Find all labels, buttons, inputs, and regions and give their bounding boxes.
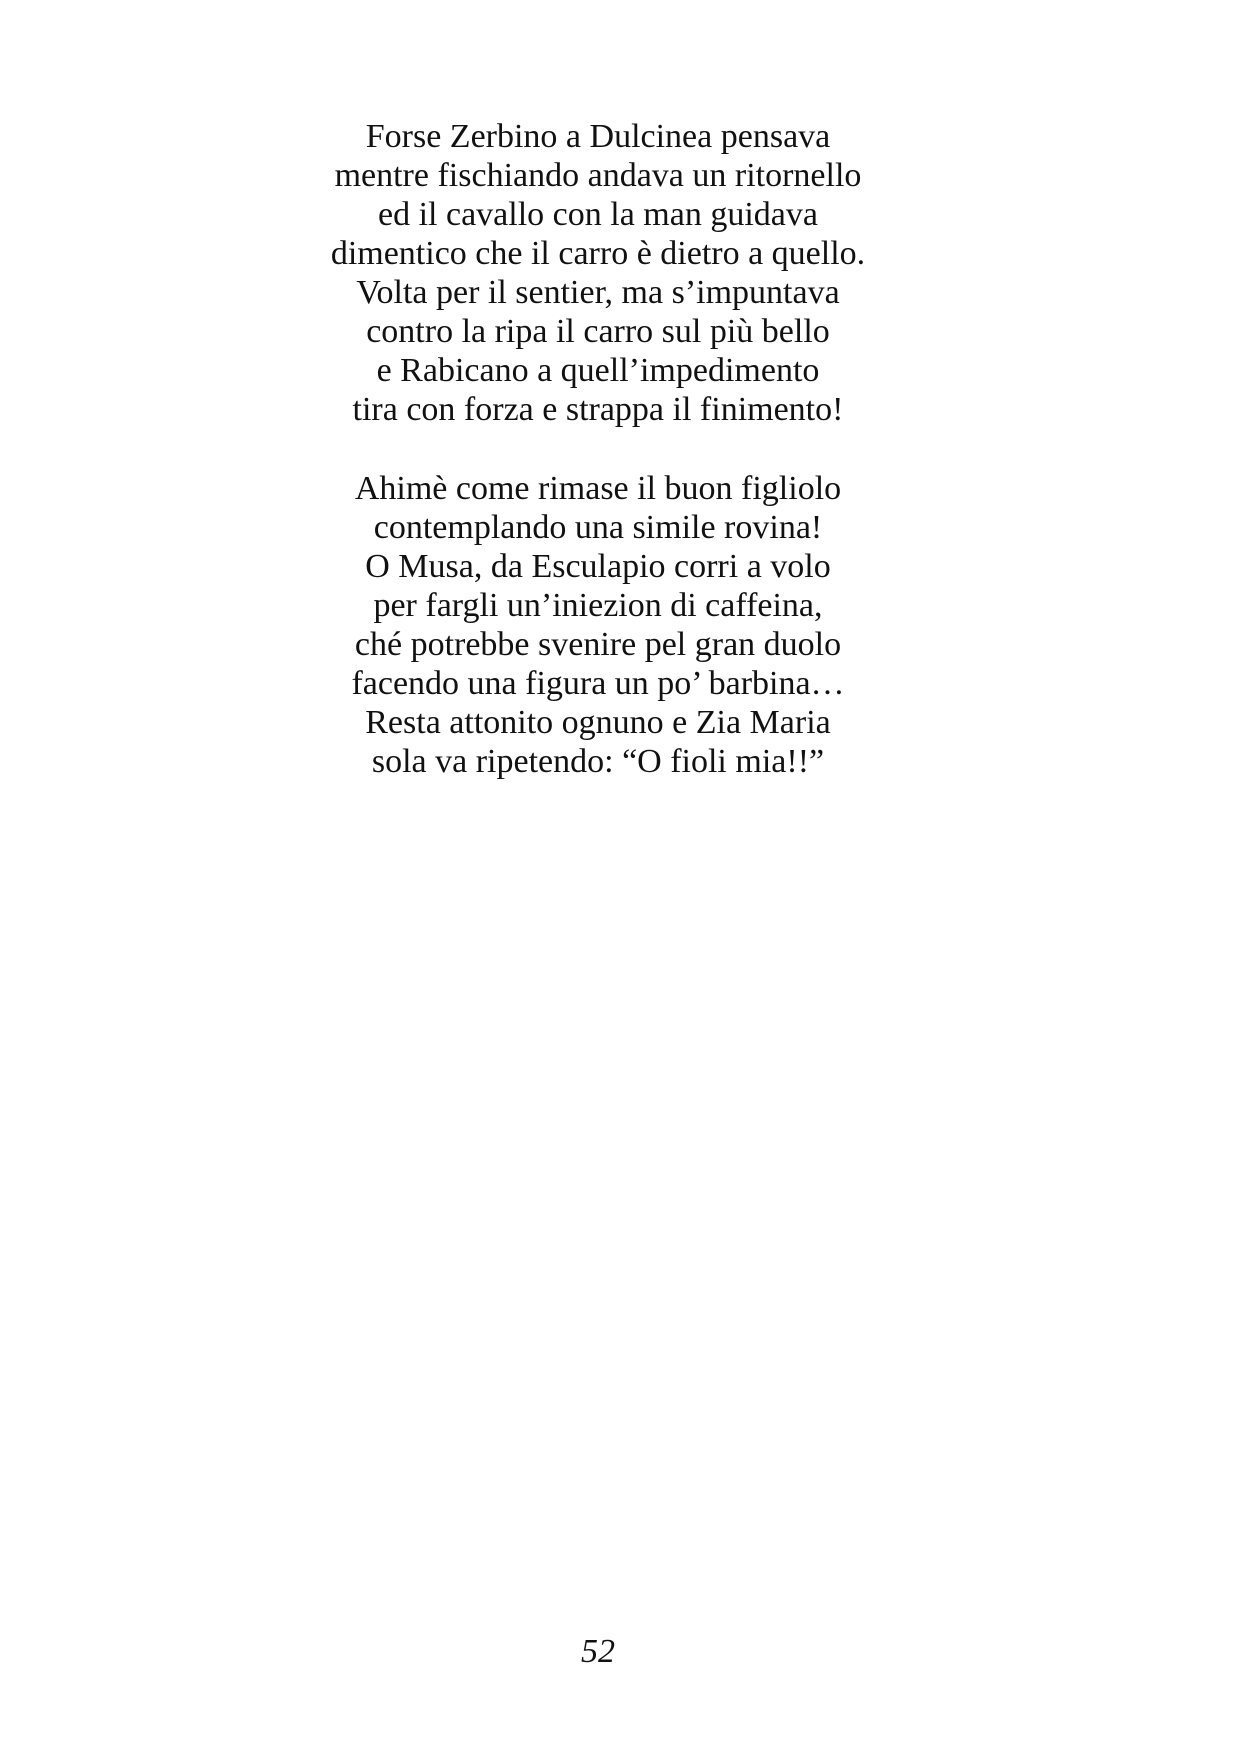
poem-line: facendo una figura un po’ barbina… — [351, 665, 845, 702]
stanza-2 — [0, 469, 1196, 781]
poem-line: dimentico che il carro è dietro a quello. — [330, 235, 866, 272]
poem — [0, 117, 1196, 781]
page-number: 52 — [581, 1633, 615, 1670]
poem-line: ed il cavallo con la man guidava — [378, 196, 818, 233]
poem-line: Forse Zerbino a Dulcinea pensava — [365, 118, 831, 155]
poem-line: contemplando una simile rovina! — [373, 509, 823, 546]
poem-line: Volta per il sentier, ma s’impuntava — [356, 274, 840, 311]
poem-line: O Musa, da Esculapio corri a volo — [365, 548, 831, 585]
poem-line: contro la ripa il carro sul più bello — [366, 313, 830, 350]
poem-line: sola va ripetendo: “O fioli mia!!” — [371, 743, 825, 780]
poem-line: Resta attonito ognuno e Zia Maria — [365, 704, 831, 741]
poem-line: per fargli un’iniezion di caffeina, — [373, 587, 823, 624]
poem-line: mentre fischiando andava un ritornello — [334, 157, 862, 194]
poem-line: ché potrebbe svenire pel gran duolo — [354, 626, 842, 663]
poem-line: e Rabicano a quell’impedimento — [376, 352, 820, 389]
stanza-1 — [0, 117, 1196, 429]
poem-line: tira con forza e strappa il finimento! — [352, 391, 844, 428]
poem-line: Ahimè come rimase il buon figliolo — [354, 470, 842, 507]
